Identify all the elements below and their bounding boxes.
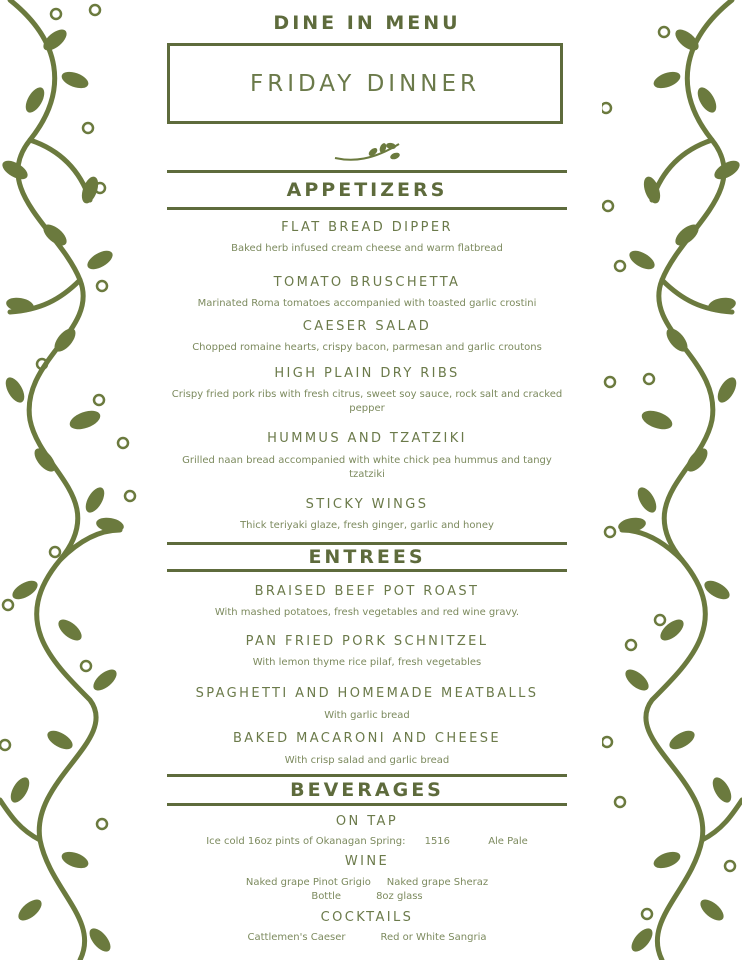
section-title: ENTREES [308, 546, 426, 568]
menu-item-desc: Grilled naan bread accompanied with white chick pea hummus and tangy tzatziki [182, 455, 552, 480]
menu-item-desc: With lemon thyme rice pilaf, fresh vegetables [252, 657, 482, 668]
wine-size-2: 8oz glass [376, 891, 423, 902]
section-title: BEVERAGES [290, 779, 444, 801]
beverage-wine-row [165, 877, 569, 888]
menu-item-name: FLAT BREAD DIPPER [281, 220, 453, 235]
menu-item-desc: With garlic bread [324, 710, 410, 721]
cocktail-option-1: Cattlemen's Caeser [247, 932, 346, 943]
menu-item-name: STICKY WINGS [305, 497, 429, 512]
cocktail-option-2: Red or White Sangria [380, 932, 487, 943]
beverage-wine-name: WINE [344, 854, 390, 869]
menu-title-box [167, 43, 563, 124]
left-vine-decoration [0, 0, 140, 960]
section-entrees [167, 542, 567, 572]
on-tap-type: Ale Pale [488, 836, 528, 847]
menu-item-name: PAN FRIED PORK SCHNITZEL [245, 634, 489, 649]
right-vine-decoration [602, 0, 742, 960]
menu-item-name: HIGH PLAIN DRY RIBS [274, 366, 460, 381]
menu-item-name: HUMMUS AND TZATZIKI [267, 431, 467, 446]
beverage-cocktails-row [165, 932, 569, 943]
menu-item-desc: Baked herb infused cream cheese and warm flatbread [231, 243, 503, 254]
menu-item-desc: With mashed potatoes, fresh vegetables and red wine gravy. [214, 607, 520, 618]
menu-header: DINE IN MENU [273, 12, 461, 34]
on-tap-size: 1516 [424, 836, 451, 847]
menu-item-name: CAESER SALAD [302, 319, 432, 334]
menu-item-name: SPAGHETTI AND HOMEMADE MEATBALLS [195, 686, 539, 701]
wine-option-1: Naked grape Pinot Grigio [245, 877, 371, 888]
section-appetizers [167, 170, 567, 210]
section-beverages [167, 774, 567, 806]
beverage-on-tap-name: ON TAP [335, 814, 399, 829]
sprig-icon [333, 138, 401, 166]
beverage-wine-sizes [165, 891, 569, 902]
menu-title: FRIDAY DINNER [249, 70, 481, 97]
menu-item-desc: Chopped romaine hearts, crispy bacon, parmesan and garlic croutons [192, 342, 542, 353]
menu-content [165, 0, 569, 960]
section-title: APPETIZERS [286, 179, 448, 201]
menu-item-name: TOMATO BRUSCHETTA [273, 275, 461, 290]
menu-item-desc: Thick teriyaki glaze, fresh ginger, garlic and honey [240, 520, 494, 531]
menu-item-desc: With crisp salad and garlic bread [284, 755, 450, 766]
wine-option-2: Naked grape Sheraz [386, 877, 489, 888]
beverage-on-tap-row [165, 836, 569, 847]
beverage-cocktails-name: COCKTAILS [320, 910, 414, 925]
menu-item-desc: Crispy fried pork ribs with fresh citrus, sweet soy sauce, rock salt and cracked pepper [171, 389, 563, 414]
on-tap-text: Ice cold 16oz pints of Okanagan Spring: [206, 836, 406, 847]
wine-size-1: Bottle [311, 891, 342, 902]
menu-item-desc: Marinated Roma tomatoes accompanied with toasted garlic crostini [197, 298, 537, 309]
menu-item-name: BAKED MACARONI AND CHEESE [232, 731, 501, 746]
menu-item-name: BRAISED BEEF POT ROAST [254, 584, 480, 599]
